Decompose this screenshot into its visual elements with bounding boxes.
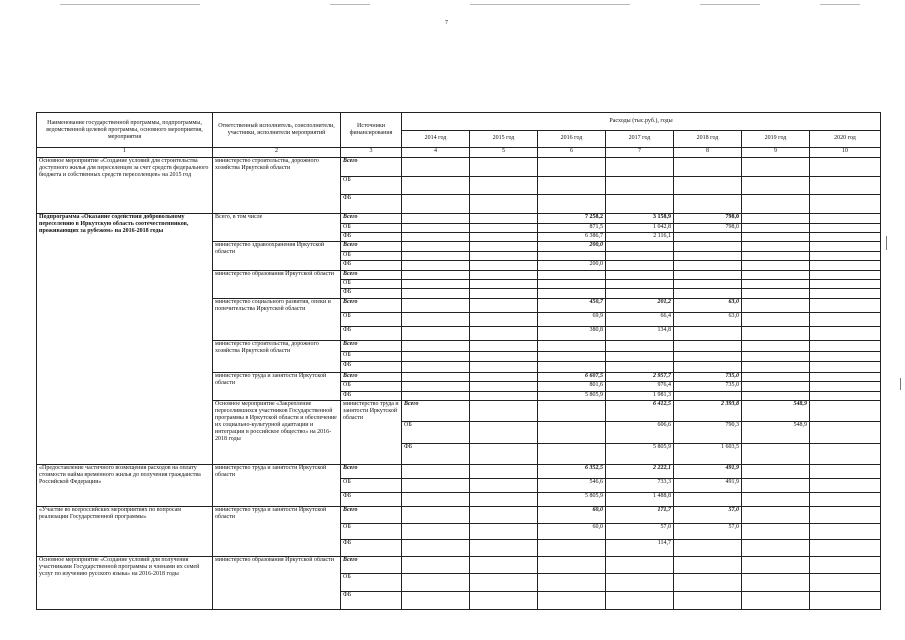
source-label: ФБ bbox=[341, 261, 402, 270]
value-2017: 3 158,9 bbox=[606, 214, 674, 223]
value-2017: 2 222,1 bbox=[606, 464, 674, 478]
table-row bbox=[37, 214, 881, 223]
column-number: 7 bbox=[606, 148, 674, 157]
column-number: 5 bbox=[470, 148, 538, 157]
source-label: ФБ bbox=[341, 591, 402, 609]
value-2017: 114,7 bbox=[606, 540, 674, 556]
table-row bbox=[37, 556, 881, 574]
value-2016: 546,6 bbox=[538, 478, 606, 492]
value-2018: 57,0 bbox=[674, 507, 742, 523]
source-label: ОБ bbox=[341, 312, 402, 326]
header-year: 2015 год bbox=[470, 130, 538, 148]
source-label: ОБ bbox=[341, 351, 402, 362]
value-2018: 735,0 bbox=[674, 382, 742, 391]
source-label: ОБ bbox=[341, 176, 402, 195]
page-number: 7 bbox=[445, 20, 448, 26]
source-label: Всего bbox=[341, 298, 402, 312]
source-label: ФБ bbox=[341, 493, 402, 507]
executor-name: министерство строительства, дорожного хозяйства Иркутской области bbox=[213, 341, 341, 373]
value-2017: 171,7 bbox=[606, 507, 674, 523]
executor-name: министерство труда и занятости Иркутской области bbox=[341, 401, 402, 465]
value-2016: 7 258,2 bbox=[538, 214, 606, 223]
value-2016: 5 805,9 bbox=[606, 443, 674, 464]
value-2018: 63,0 bbox=[674, 298, 742, 312]
value-2016: 200,0 bbox=[538, 242, 606, 251]
source-label: ОБ bbox=[341, 382, 402, 391]
value-2017: 2 957,7 bbox=[606, 373, 674, 382]
source-label: Всего bbox=[341, 157, 402, 176]
executor-name: министерство труда и занятости Иркутской области bbox=[213, 507, 341, 556]
value-2018: 491,9 bbox=[674, 478, 742, 492]
value-2017: 1 488,8 bbox=[606, 493, 674, 507]
column-numbers-row bbox=[37, 148, 881, 157]
value-2017: 1 042,8 bbox=[606, 223, 674, 232]
column-number: 9 bbox=[742, 148, 810, 157]
value-2017: 790,3 bbox=[674, 422, 742, 443]
source-label: ОБ bbox=[341, 280, 402, 289]
executor-name: министерство труда и занятости Иркутской области bbox=[213, 464, 341, 506]
header-expenses: Расходы (тыс.руб.), годы bbox=[402, 113, 881, 131]
measure-name: «Предоставление частичного возмещения расходов на оплату стоимости найма временного жилья до получения гражданства Российской Федерации» bbox=[37, 464, 213, 506]
header-year: 2014 год bbox=[402, 130, 470, 148]
source-label: ОБ bbox=[341, 574, 402, 592]
value-2017: 134,8 bbox=[606, 327, 674, 341]
value-2016: 5 805,9 bbox=[538, 391, 606, 400]
source-label: ОБ bbox=[341, 223, 402, 232]
measure-name: Основное мероприятие «Создание условий для получения участниками Государственной программы и членами их семей услуг по изучению русского языка» на 2016-2018 годы bbox=[37, 556, 213, 609]
column-number: 2 bbox=[213, 148, 341, 157]
executor-name: министерство здравоохранения Иркутской области bbox=[213, 242, 341, 270]
column-number: 1 bbox=[37, 148, 213, 157]
header-year: 2018 год bbox=[674, 130, 742, 148]
budget-table bbox=[36, 112, 881, 610]
value-2017: 201,2 bbox=[606, 298, 674, 312]
value-2016: 801,6 bbox=[538, 382, 606, 391]
executor-name: Всего, в том числе bbox=[213, 214, 341, 242]
value-2016: 200,0 bbox=[538, 261, 606, 270]
value-2017: 1 603,5 bbox=[674, 443, 742, 464]
value-2016: 871,5 bbox=[538, 223, 606, 232]
executor-name: министерство труда и занятости Иркутской области bbox=[213, 373, 341, 401]
table-row bbox=[37, 507, 881, 523]
measure-name: «Участие во всероссийских мероприятиях по вопросам реализации Государственной программы» bbox=[37, 507, 213, 556]
value-2016: 69,9 bbox=[538, 312, 606, 326]
value-2017: 733,3 bbox=[606, 478, 674, 492]
executor-name: министерство социального развития, опеки и попечительства Иркутской области bbox=[213, 298, 341, 340]
source-label: ФБ bbox=[341, 327, 402, 341]
value-2017: 66,4 bbox=[606, 312, 674, 326]
value-2016: 60,0 bbox=[538, 523, 606, 539]
source-label: Всего bbox=[341, 556, 402, 574]
value-2016: 6 352,5 bbox=[538, 464, 606, 478]
value-2017: 976,4 bbox=[606, 382, 674, 391]
value-2016: 5 805,9 bbox=[538, 493, 606, 507]
value-2018: 57,0 bbox=[674, 523, 742, 539]
value-2016: 6 412,5 bbox=[606, 401, 674, 422]
source-label: Всего bbox=[402, 401, 470, 422]
source-label: ФБ bbox=[341, 540, 402, 556]
value-2017: 2 393,8 bbox=[674, 401, 742, 422]
executor-name: министерство образования Иркутской области bbox=[213, 556, 341, 609]
executor-name: министерство строительства, дорожного хозяйства Иркутской области bbox=[213, 157, 341, 213]
source-label: ОБ bbox=[402, 422, 470, 443]
value-2018 bbox=[674, 233, 742, 242]
header-year: 2020 год bbox=[810, 130, 881, 148]
value-2017: 2 116,1 bbox=[606, 233, 674, 242]
table-row bbox=[37, 464, 881, 478]
scan-artifacts bbox=[0, 0, 905, 12]
scan-edge-mark bbox=[886, 236, 887, 250]
source-label: ОБ bbox=[341, 478, 402, 492]
source-label: ФБ bbox=[341, 391, 402, 400]
value-2018: 798,0 bbox=[674, 214, 742, 223]
value-2018: 548,9 bbox=[742, 422, 810, 443]
value-2017: 57,0 bbox=[606, 523, 674, 539]
value-2017: 1 981,3 bbox=[606, 391, 674, 400]
value-2016: 450,7 bbox=[538, 298, 606, 312]
source-label: ФБ bbox=[341, 362, 402, 373]
value-2016: 6 386,7 bbox=[538, 233, 606, 242]
source-label: ФБ bbox=[341, 233, 402, 242]
header-year: 2019 год bbox=[742, 130, 810, 148]
source-label: Всего bbox=[341, 242, 402, 251]
value-2018: 548,9 bbox=[742, 401, 810, 422]
source-label: ФБ bbox=[341, 289, 402, 298]
value-2018: 735,0 bbox=[674, 373, 742, 382]
value-2018: 491,9 bbox=[674, 464, 742, 478]
source-label: Всего bbox=[341, 341, 402, 352]
header-year: 2017 год bbox=[606, 130, 674, 148]
subprogram-name: Подпрограмма «Оказание содействия добровольному переселению в Иркутскую область соотечественников, проживающих за рубежом» на 2016-2018 годы bbox=[37, 214, 213, 465]
value-2018: 63,0 bbox=[674, 312, 742, 326]
source-label: Всего bbox=[341, 507, 402, 523]
header-name: Наименование государственной программы, подпрограммы, ведомственной целевой программы, основного мероприятия, мероприятия bbox=[37, 113, 213, 148]
source-label: ФБ bbox=[341, 195, 402, 214]
column-number: 8 bbox=[674, 148, 742, 157]
value-2016: 60,0 bbox=[538, 507, 606, 523]
measure-name: Основное мероприятие «Закрепление переселившихся участников Государственной программы в Иркутской области и обеспечение их социально-культурной адаптации и интеграции в российское общество» на 2016-2018 годы bbox=[213, 401, 341, 465]
measure-name: Основное мероприятие «Создание условий для строительства доступного жилья для переселенцев за счет средств федерального бюджета и собственных средств переселенцев» на 2015 год bbox=[37, 157, 213, 213]
scan-edge-mark bbox=[900, 378, 901, 390]
column-number: 3 bbox=[341, 148, 402, 157]
source-label: ФБ bbox=[402, 443, 470, 464]
header-sources: Источники финансирования bbox=[341, 113, 402, 148]
value-2018: 798,0 bbox=[674, 223, 742, 232]
column-number: 10 bbox=[810, 148, 881, 157]
column-number: 4 bbox=[402, 148, 470, 157]
source-label: Всего bbox=[341, 270, 402, 279]
table-row bbox=[37, 157, 881, 176]
executor-name: министерство образования Иркутской области bbox=[213, 270, 341, 298]
source-label: Всего bbox=[341, 464, 402, 478]
value-2016: 6 607,5 bbox=[538, 373, 606, 382]
source-label: ОБ bbox=[341, 523, 402, 539]
value-2016: 380,8 bbox=[538, 327, 606, 341]
column-number: 6 bbox=[538, 148, 606, 157]
header-year: 2016 год bbox=[538, 130, 606, 148]
source-label: ОБ bbox=[341, 251, 402, 260]
source-label: Всего bbox=[341, 373, 402, 382]
value-2016: 606,6 bbox=[606, 422, 674, 443]
header-executor: Ответственный исполнитель, соисполнители, участники, исполнители мероприятий bbox=[213, 113, 341, 148]
source-label: Всего bbox=[341, 214, 402, 223]
